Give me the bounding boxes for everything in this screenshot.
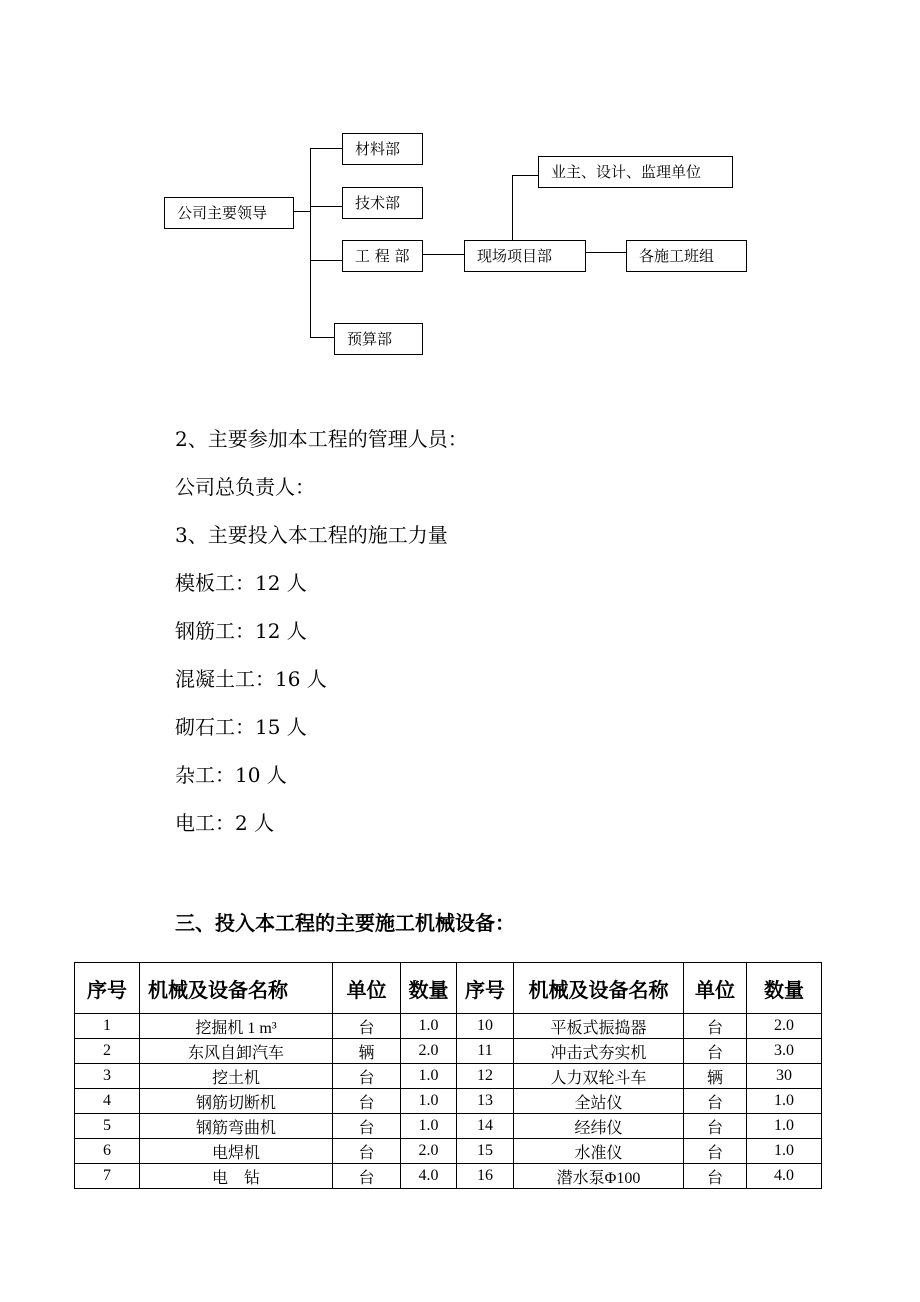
worker-line-laborer: 杂工：10 人 bbox=[175, 763, 287, 787]
org-box-budget: 预算部 bbox=[334, 323, 423, 355]
table-cell: 1.0 bbox=[401, 1114, 457, 1139]
worker-line-rebar: 钢筋工：12 人 bbox=[175, 619, 307, 643]
org-box-teams: 各施工班组 bbox=[626, 240, 747, 272]
table-cell: 7 bbox=[75, 1164, 140, 1189]
table-cell: 16 bbox=[457, 1164, 514, 1189]
table-cell: 4.0 bbox=[401, 1164, 457, 1189]
table-cell: 2.0 bbox=[401, 1039, 457, 1064]
table-cell: 经纬仪 bbox=[514, 1114, 684, 1139]
table-cell: 台 bbox=[684, 1039, 747, 1064]
table-header-row bbox=[75, 963, 822, 1014]
table-cell: 1.0 bbox=[747, 1139, 822, 1164]
section2-heading: 2、主要参加本工程的管理人员： bbox=[175, 427, 468, 451]
org-box-leader: 公司主要领导 bbox=[164, 197, 294, 229]
col-header: 单位 bbox=[684, 963, 747, 1014]
table-cell: 1.0 bbox=[747, 1114, 822, 1139]
table-cell: 台 bbox=[333, 1164, 401, 1189]
table-cell: 台 bbox=[684, 1089, 747, 1114]
table-cell: 4.0 bbox=[747, 1164, 822, 1189]
section2-responsible: 公司总负责人： bbox=[175, 475, 315, 499]
table-cell: 5 bbox=[75, 1114, 140, 1139]
table-cell: 人力双轮斗车 bbox=[514, 1064, 684, 1089]
table-cell: 2 bbox=[75, 1039, 140, 1064]
table-cell: 1.0 bbox=[747, 1089, 822, 1114]
connector-site-owner-h bbox=[512, 175, 538, 176]
table-row bbox=[75, 1089, 822, 1114]
table-cell: 台 bbox=[333, 1114, 401, 1139]
table-cell: 台 bbox=[684, 1114, 747, 1139]
col-header: 数量 bbox=[401, 963, 457, 1014]
col-header: 机械及设备名称 bbox=[514, 963, 684, 1014]
table-row bbox=[75, 1139, 822, 1164]
worker-line-formwork: 模板工：12 人 bbox=[175, 571, 307, 595]
table-cell: 15 bbox=[457, 1139, 514, 1164]
col-header: 单位 bbox=[333, 963, 401, 1014]
equipment-table bbox=[74, 962, 822, 1189]
col-header: 数量 bbox=[747, 963, 822, 1014]
worker-line-electrician: 电工：2 人 bbox=[175, 811, 275, 835]
table-row bbox=[75, 1064, 822, 1089]
table-row bbox=[75, 1014, 822, 1039]
table-cell: 10 bbox=[457, 1014, 514, 1039]
connector-site-owner-v bbox=[512, 175, 513, 240]
table-cell: 挖土机 bbox=[140, 1064, 333, 1089]
col-header: 序号 bbox=[457, 963, 514, 1014]
connector-trunk bbox=[310, 148, 311, 338]
table-cell: 全站仪 bbox=[514, 1089, 684, 1114]
table-cell: 钢筋切断机 bbox=[140, 1089, 333, 1114]
table-row bbox=[75, 1039, 822, 1064]
table-cell: 12 bbox=[457, 1064, 514, 1089]
connector-eng-site bbox=[423, 254, 464, 255]
table-cell: 3 bbox=[75, 1064, 140, 1089]
col-header: 机械及设备名称 bbox=[140, 963, 333, 1014]
table-cell: 挖掘机 1 m³ bbox=[140, 1014, 333, 1039]
table-cell: 平板式振捣器 bbox=[514, 1014, 684, 1039]
org-box-technical: 技术部 bbox=[342, 187, 423, 219]
connector-engineering bbox=[310, 260, 342, 261]
table-cell: 4 bbox=[75, 1089, 140, 1114]
connector-budget bbox=[310, 337, 334, 338]
table-cell: 钢筋弯曲机 bbox=[140, 1114, 333, 1139]
table-cell: 台 bbox=[333, 1089, 401, 1114]
worker-line-concrete: 混凝土工：16 人 bbox=[175, 667, 327, 691]
org-box-materials: 材料部 bbox=[342, 133, 423, 165]
table-cell: 台 bbox=[333, 1064, 401, 1089]
table-cell: 2.0 bbox=[747, 1014, 822, 1039]
table-cell: 辆 bbox=[333, 1039, 401, 1064]
table-cell: 电焊机 bbox=[140, 1139, 333, 1164]
table-cell: 台 bbox=[684, 1014, 747, 1039]
equipment-heading: 三、投入本工程的主要施工机械设备： bbox=[175, 911, 515, 935]
org-box-engineering: 工 程 部 bbox=[342, 240, 423, 272]
worker-line-masonry: 砌石工：15 人 bbox=[175, 715, 307, 739]
table-cell: 辆 bbox=[684, 1064, 747, 1089]
table-cell: 1.0 bbox=[401, 1014, 457, 1039]
org-box-site-dept: 现场项目部 bbox=[464, 240, 586, 272]
col-header: 序号 bbox=[75, 963, 140, 1014]
table-cell: 台 bbox=[333, 1014, 401, 1039]
table-row bbox=[75, 1164, 822, 1189]
table-cell: 电 钻 bbox=[140, 1164, 333, 1189]
connector-leader bbox=[294, 211, 311, 212]
table-cell: 1.0 bbox=[401, 1064, 457, 1089]
table-cell: 1.0 bbox=[401, 1089, 457, 1114]
table-cell: 水准仪 bbox=[514, 1139, 684, 1164]
table-cell: 冲击式夯实机 bbox=[514, 1039, 684, 1064]
table-cell: 6 bbox=[75, 1139, 140, 1164]
connector-site-teams bbox=[586, 252, 626, 253]
table-cell: 台 bbox=[684, 1139, 747, 1164]
table-cell: 台 bbox=[333, 1139, 401, 1164]
table-cell: 2.0 bbox=[401, 1139, 457, 1164]
table-cell: 30 bbox=[747, 1064, 822, 1089]
connector-technical bbox=[310, 206, 342, 207]
table-cell: 东风自卸汽车 bbox=[140, 1039, 333, 1064]
table-cell: 潜水泵Φ100 bbox=[514, 1164, 684, 1189]
table-cell: 14 bbox=[457, 1114, 514, 1139]
table-cell: 13 bbox=[457, 1089, 514, 1114]
org-box-owner: 业主、设计、监理单位 bbox=[538, 156, 733, 188]
section3-heading: 3、主要投入本工程的施工力量 bbox=[175, 523, 448, 547]
table-cell: 1 bbox=[75, 1014, 140, 1039]
table-cell: 3.0 bbox=[747, 1039, 822, 1064]
connector-materials bbox=[310, 148, 342, 149]
table-cell: 台 bbox=[684, 1164, 747, 1189]
table-cell: 11 bbox=[457, 1039, 514, 1064]
table-row bbox=[75, 1114, 822, 1139]
